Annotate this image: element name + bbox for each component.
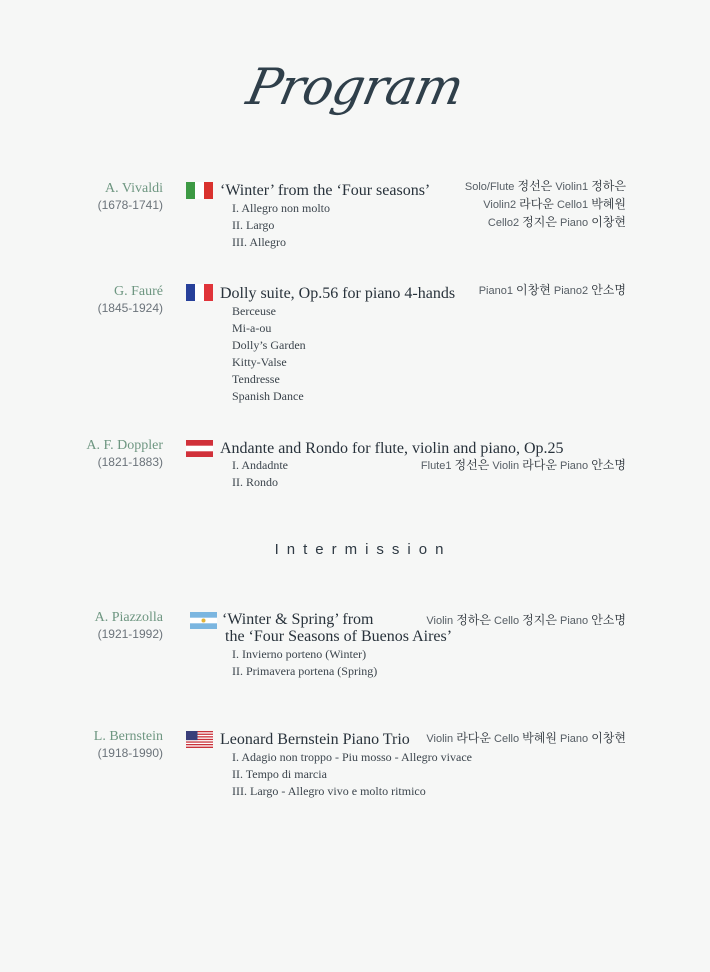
movement-item: Berceuse [232, 304, 276, 318]
performer-name: 정선은 [517, 179, 553, 193]
instrument: Piano [560, 217, 589, 229]
movement-list [232, 646, 377, 680]
instrument: Violin [426, 733, 454, 745]
composer-doppler [86, 438, 163, 469]
performer-line [465, 178, 626, 196]
composer-vivaldi [98, 181, 163, 212]
movement-item: II. Tempo di marcia [232, 767, 327, 781]
performer-name: 라다운 [519, 197, 554, 211]
performer-line [465, 196, 626, 214]
performer-name: 정지은 [522, 613, 557, 627]
instrument: Violin [426, 615, 454, 627]
instrument: Cello1 [556, 199, 589, 211]
performer-line [479, 282, 626, 300]
performer-name: 정하은 [591, 179, 626, 193]
performer-line [421, 457, 626, 475]
instrument: Cello [494, 615, 520, 627]
composer-name: L. Bernstein [93, 729, 163, 744]
composer-name: A. F. Doppler [86, 438, 163, 453]
intermission-label: Intermission [274, 541, 452, 558]
performer-name: 라다운 [456, 731, 491, 745]
instrument: Violin1 [555, 181, 589, 193]
austria-flag-icon [186, 440, 213, 457]
composer-name: G. Fauré [114, 284, 163, 299]
performer-name: 정하은 [456, 613, 491, 627]
composer-years: (1678-1741) [97, 198, 163, 212]
page-title: Program [241, 58, 469, 116]
performer-line [426, 730, 626, 748]
performer-name: 정선은 [454, 458, 490, 472]
composer-name: A. Piazzolla [94, 610, 163, 625]
movement-item: Mi-a-ou [232, 321, 272, 335]
argentina-flag-icon [190, 612, 217, 629]
work-title-line-2: the ‘Four Seasons of Buenos Aires’ [225, 628, 453, 645]
movement-list [232, 457, 288, 491]
movement-item: I. Andadnte [232, 458, 288, 472]
movement-list [232, 749, 472, 800]
movement-item: Spanish Dance [232, 389, 304, 403]
composer-years: (1921-1992) [97, 627, 163, 641]
performer-name: 라다운 [522, 458, 557, 472]
composer-years: (1918-1990) [97, 746, 163, 760]
performer-name: 이창현 [591, 215, 626, 229]
movement-item: II. Primavera portena (Spring) [232, 664, 378, 678]
performer-list [426, 730, 626, 748]
performer-name: 박혜원 [591, 197, 626, 211]
movement-item: Dolly’s Garden [232, 338, 306, 352]
performer-name: 박혜원 [522, 731, 557, 745]
movement-item: III. Allegro [232, 235, 286, 249]
work-title: Andante and Rondo for flute, violin and piano, Op.25 [220, 440, 564, 457]
performer-line [465, 214, 626, 232]
movement-list [232, 200, 330, 251]
work-title: Leonard Bernstein Piano Trio [220, 731, 410, 748]
movement-item: I. Invierno porteno (Winter) [232, 647, 367, 661]
composer-bernstein [94, 729, 163, 760]
performer-name: 안소명 [591, 283, 626, 297]
movement-item: II. Largo [232, 218, 275, 232]
instrument: Flute1 [420, 460, 452, 472]
movement-item: Tendresse [232, 372, 280, 386]
instrument: Piano2 [553, 285, 589, 297]
performer-list [465, 178, 626, 232]
composer-faure [98, 284, 163, 315]
movement-item: Kitty-Valse [232, 355, 287, 369]
work-title: Dolly suite, Op.56 for piano 4-hands [220, 285, 456, 302]
performer-list [421, 457, 626, 475]
instrument: Cello2 [487, 217, 520, 229]
performer-name: 안소명 [591, 458, 626, 472]
italy-flag-icon [186, 182, 213, 199]
movement-item: II. Rondo [232, 475, 278, 489]
work-title: ‘Winter’ from the ‘Four seasons’ [220, 182, 431, 199]
performer-name: 이창현 [516, 283, 551, 297]
performer-list [426, 612, 626, 630]
performer-line [426, 612, 626, 630]
instrument: Violin2 [483, 199, 517, 211]
work-title-line-1: ‘Winter & Spring’ from [222, 611, 374, 628]
composer-years: (1845-1924) [97, 301, 163, 315]
movement-item: III. Largo - Allegro vivo e molto ritmico [232, 784, 426, 798]
performer-list [479, 282, 626, 300]
instrument: Violin [492, 460, 520, 472]
instrument: Piano [560, 615, 589, 627]
instrument: Solo/Flute [464, 181, 515, 193]
instrument: Cello [494, 733, 520, 745]
usa-flag-icon [186, 731, 213, 748]
movement-list [232, 303, 306, 405]
composer-years: (1821-1883) [97, 455, 163, 469]
instrument: Piano [560, 460, 589, 472]
performer-name: 안소명 [591, 613, 626, 627]
performer-name: 이창현 [591, 731, 626, 745]
instrument: Piano [560, 733, 589, 745]
composer-name: A. Vivaldi [104, 181, 163, 196]
france-flag-icon [186, 284, 213, 301]
performer-name: 정지은 [522, 215, 557, 229]
movement-item: I. Adagio non troppo - Piu mosso - Allegro vivace [232, 750, 472, 764]
movement-item: I. Allegro non molto [232, 201, 330, 215]
composer-piazzolla [95, 610, 163, 641]
instrument: Piano1 [478, 285, 513, 297]
